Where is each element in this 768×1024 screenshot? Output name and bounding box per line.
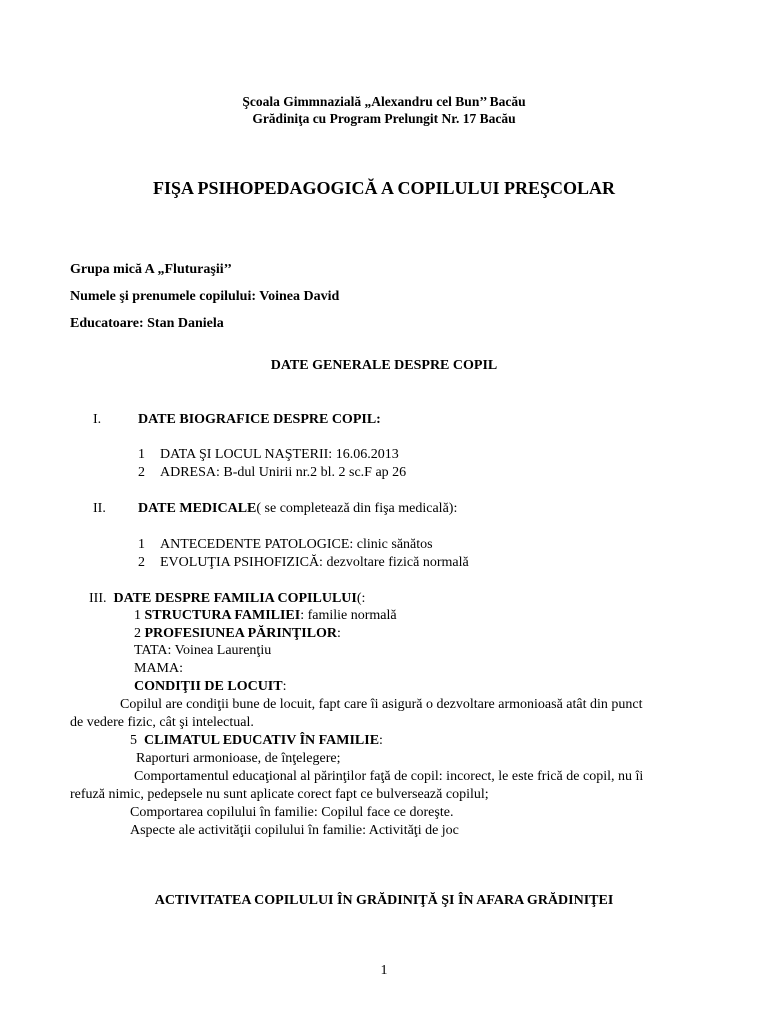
section-i-item-2-number: 2 — [138, 465, 145, 480]
living-conditions-label: CONDIŢII DE LOCUIT — [134, 679, 283, 694]
school-name: Şcoala Gimmnazială „Alexandru cel Bun’’ Bacău — [242, 94, 526, 109]
living-conditions-text-1: Copilul are condiţii bune de locuit, fapt care îi asigură o dezvoltare armonioasă atât din punct — [120, 697, 643, 712]
educational-climate-number: 5 — [130, 733, 137, 748]
educational-climate-suffix: : — [379, 733, 383, 748]
family-structure-value: : familie normală — [300, 608, 397, 623]
child-name-line: Numele şi prenumele copilului: Voinea David — [70, 289, 340, 304]
section-iii-title-suffix: (: — [356, 591, 366, 606]
parents-profession-suffix: : — [337, 626, 341, 641]
parents-profession-label: PROFESIUNEA PĂRINŢILOR — [144, 626, 338, 641]
family-structure-label: STRUCTURA FAMILIEI — [144, 608, 301, 623]
section-i-item-1-number: 1 — [138, 447, 145, 462]
section-i-title: DATE BIOGRAFICE DESPRE COPIL: — [138, 412, 381, 427]
section-ii-title-line — [138, 500, 457, 517]
parents-profession-line — [134, 625, 341, 642]
parents-profession-number: 2 — [134, 626, 141, 641]
mother-line: MAMA: — [134, 661, 184, 676]
section-iii-numeral: III. — [89, 591, 107, 606]
educational-climate-label: CLIMATUL EDUCATIV ÎN FAMILIE — [144, 733, 380, 748]
section-ii-note: ( se completează din fişa medicală): — [256, 501, 458, 516]
general-data-heading: DATE GENERALE DESPRE COPIL — [270, 358, 498, 373]
section-ii-item-2-number: 2 — [138, 555, 145, 570]
section-ii-title: DATE MEDICALE — [138, 501, 257, 516]
living-conditions-text-2: de vedere fizic, cât şi intelectual. — [70, 715, 254, 730]
section-iii-title: DATE DESPRE FAMILIA COPILULUI — [113, 591, 357, 606]
parent-behavior-line-1: Comportamentul educaţional al părinţilor faţă de copil: incorect, le este frică de copil, nu îi — [134, 769, 644, 784]
living-conditions-heading — [134, 678, 286, 695]
activity-heading: ACTIVITATEA COPILULUI ÎN GRĂDINIŢĂ ŞI ÎN AFARA GRĂDINIŢEI — [154, 893, 614, 908]
section-ii-item-1-number: 1 — [138, 537, 145, 552]
section-ii-numeral: II. — [93, 501, 106, 516]
address-item: ADRESA: B-dul Unirii nr.2 bl. 2 sc.F ap 26 — [160, 465, 407, 480]
parent-behavior-line-2: refuză nimic, pedepsele nu sunt aplicate corect fapt ce bulversează copilul; — [70, 787, 489, 802]
kindergarten-name: Grădiniţa cu Program Prelungit Nr. 17 Bacău — [252, 111, 516, 126]
educational-climate-heading — [130, 732, 383, 749]
educator-line: Educatoare: Stan Daniela — [70, 316, 224, 331]
document-title: FIŞA PSIHOPEDAGOGICĂ A COPILULUI PREŞCOLAR — [152, 178, 616, 198]
child-behavior-line: Comportarea copilului în familie: Copilul face ce doreşte. — [130, 805, 454, 820]
page-number: 1 — [380, 963, 388, 978]
family-structure-number: 1 — [134, 608, 141, 623]
section-iii-heading — [89, 590, 365, 607]
pathology-item: ANTECEDENTE PATOLOGICE: clinic sănătos — [160, 537, 433, 552]
family-relations-line: Raporturi armonioase, de înţelegere; — [136, 751, 341, 766]
family-structure-line — [134, 607, 397, 624]
section-i-numeral: I. — [93, 412, 102, 427]
group-line: Grupa mică A „Fluturaşii’’ — [70, 262, 232, 277]
family-activities-line: Aspecte ale activităţii copilului în familie: Activităţi de joc — [130, 823, 459, 838]
living-conditions-suffix: : — [282, 679, 287, 694]
father-line: TATA: Voinea Laurenţiu — [134, 643, 272, 658]
psychophysical-evolution-item: EVOLUŢIA PSIHOFIZICĂ: dezvoltare fizică normală — [160, 555, 469, 570]
birth-date-item: DATA ŞI LOCUL NAŞTERII: 16.06.2013 — [160, 447, 399, 462]
